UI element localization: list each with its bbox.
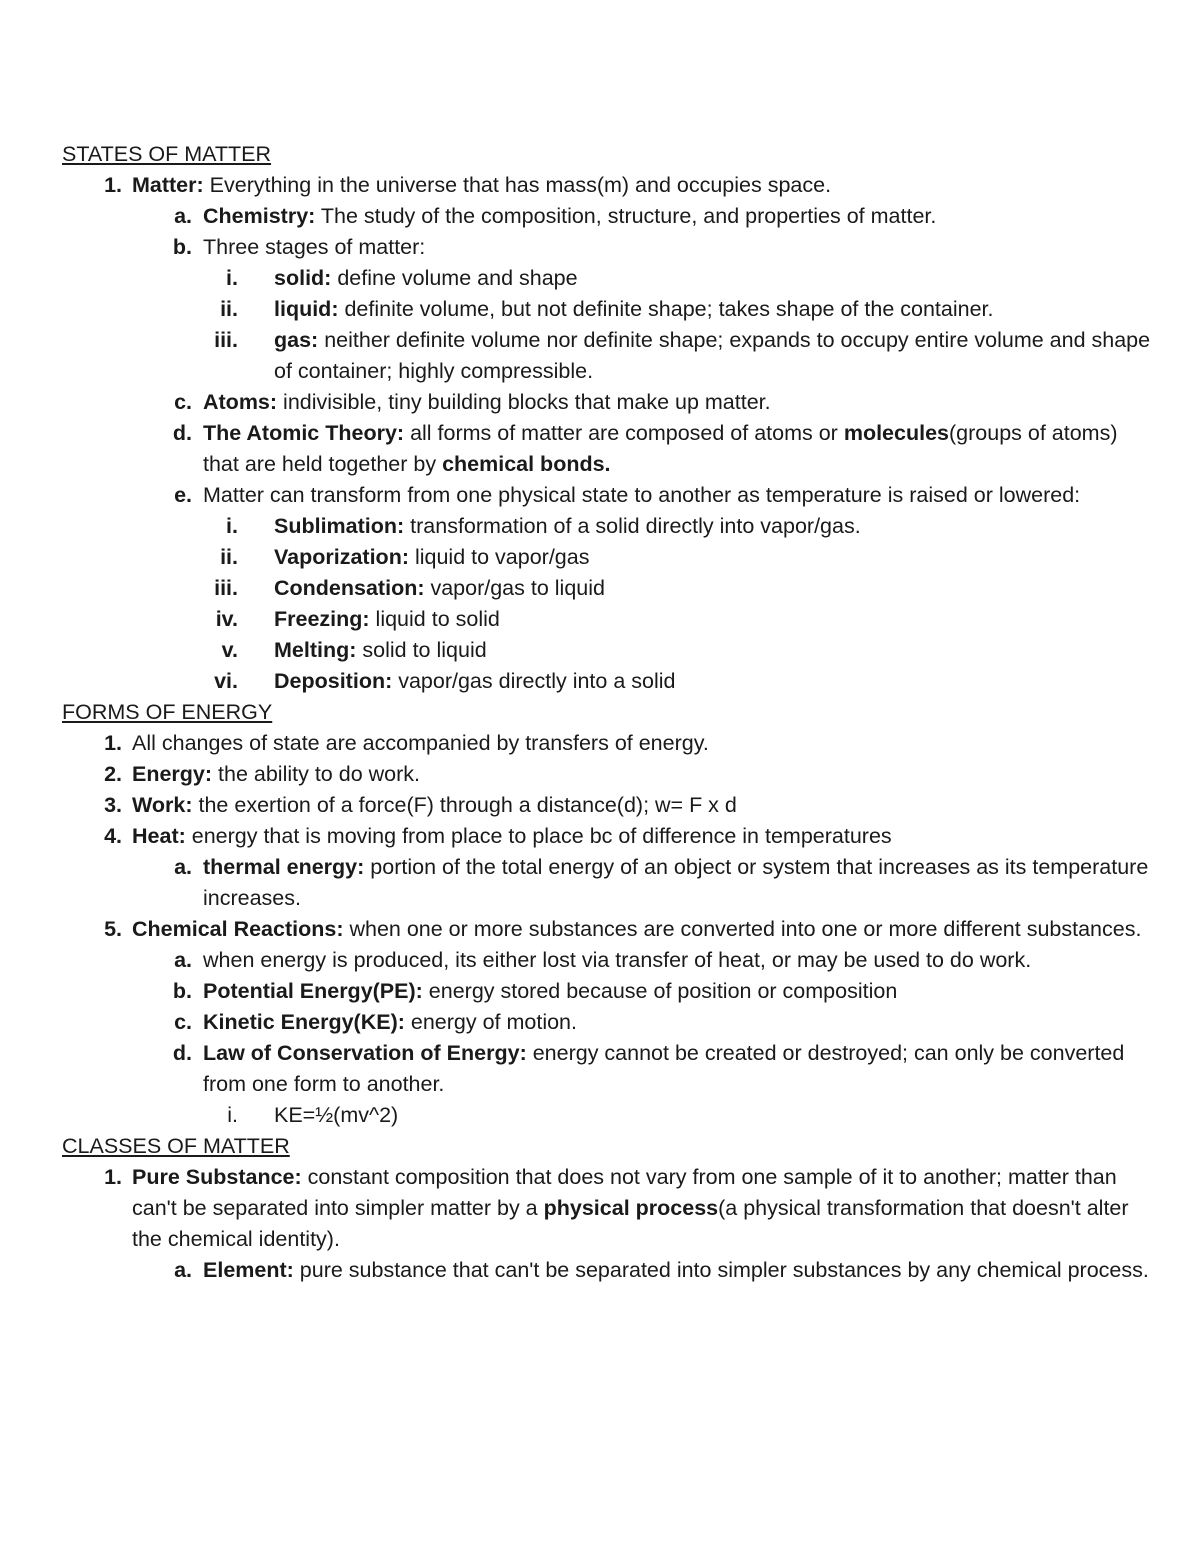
list-item — [62, 1038, 1152, 1100]
list-item — [62, 728, 1152, 759]
list-item — [62, 914, 1152, 945]
definition: definite volume, but not definite shape; takes shape of the container. — [338, 297, 994, 321]
list-item — [62, 325, 1152, 387]
definition: energy that is moving from place to place bc of difference in temperatures — [185, 824, 892, 848]
definition: The study of the composition, structure, and properties of matter. — [315, 204, 937, 228]
term: Chemistry: — [203, 204, 316, 228]
term: Heat: — [132, 824, 186, 848]
term: Melting: — [274, 638, 357, 662]
list-item — [62, 294, 1152, 325]
term: Vaporization: — [274, 545, 409, 569]
list-marker: d. — [172, 1041, 192, 1065]
list-marker: iv. — [215, 607, 238, 631]
list-marker: e. — [174, 483, 192, 507]
list-marker: 4. — [104, 824, 122, 848]
definition: energy cannot be created or destroyed; can only be converted from one form to another. — [203, 1041, 1125, 1096]
list-item — [62, 418, 1152, 480]
term: liquid: — [274, 297, 339, 321]
list-item — [62, 1255, 1152, 1286]
heading-forms-of-energy: FORMS OF ENERGY — [62, 700, 273, 724]
definition: the exertion of a force(F) through a distance(d); w= F x d — [192, 793, 737, 817]
list-marker: i. — [226, 514, 238, 538]
list-marker: a. — [174, 204, 192, 228]
list-marker: d. — [172, 421, 192, 445]
definition: solid to liquid — [356, 638, 487, 662]
term: Condensation: — [274, 576, 425, 600]
list-item — [62, 976, 1152, 1007]
definition: constant composition that does not vary from one sample of it to another; matter than can't be separated into simpler matter by a — [132, 1165, 1117, 1220]
list-marker: a. — [174, 855, 192, 879]
list-marker: c. — [174, 390, 192, 414]
list-item — [62, 263, 1152, 294]
list-marker: i. — [226, 266, 238, 290]
list-marker: 1. — [104, 731, 122, 755]
list-marker: b. — [172, 235, 192, 259]
list-marker: ii. — [220, 297, 238, 321]
definition: pure substance that can't be separated into simpler substances by any chemical process. — [293, 1258, 1149, 1282]
heading-states-of-matter: STATES OF MATTER — [62, 142, 272, 166]
definition: (groups of atoms) that are held together by — [203, 421, 1118, 476]
list-marker: a. — [174, 1258, 192, 1282]
list-marker: 5. — [104, 917, 122, 941]
term: gas: — [274, 328, 319, 352]
term: Matter: — [132, 173, 204, 197]
list-item — [62, 542, 1152, 573]
list-marker: a. — [174, 948, 192, 972]
definition: when one or more substances are converted into one or more different substances. — [343, 917, 1142, 941]
definition: liquid to solid — [369, 607, 500, 631]
list-item — [62, 790, 1152, 821]
list-marker: 1. — [104, 173, 122, 197]
definition: define volume and shape — [331, 266, 578, 290]
list-item — [62, 759, 1152, 790]
term: Potential Energy(PE): — [203, 979, 423, 1003]
term: molecules — [843, 421, 949, 445]
definition: energy stored because of position or composition — [422, 979, 898, 1003]
list-item — [62, 170, 1152, 201]
list-item — [62, 201, 1152, 232]
list-item — [62, 573, 1152, 604]
definition: (a physical transformation that doesn't alter the chemical identity). — [132, 1196, 1129, 1251]
definition: Everything in the universe that has mass(m) and occupies space. — [203, 173, 832, 197]
definition: All changes of state are accompanied by transfers of energy. — [132, 731, 709, 755]
list-marker: 1. — [104, 1165, 122, 1189]
definition: portion of the total energy of an object or system that increases as its temperature increases. — [203, 855, 1149, 910]
list-item — [62, 821, 1152, 852]
term: Kinetic Energy(KE): — [203, 1010, 405, 1034]
term: Freezing: — [274, 607, 370, 631]
list-marker: iii. — [214, 328, 238, 352]
definition: neither definite volume nor definite shape; expands to occupy entire volume and shape of container; highly compressible. — [274, 328, 1151, 383]
list-marker: v. — [221, 638, 238, 662]
term: Chemical Reactions: — [132, 917, 344, 941]
list-item — [62, 1007, 1152, 1038]
list-item — [62, 666, 1152, 697]
definition: when energy is produced, its either lost via transfer of heat, or may be used to do work. — [203, 948, 1032, 972]
definition: vapor/gas directly into a solid — [392, 669, 676, 693]
definition: Three stages of matter: — [203, 235, 426, 259]
definition: indivisible, tiny building blocks that make up matter. — [277, 390, 771, 414]
term: The Atomic Theory: — [203, 421, 405, 445]
list-marker: ii. — [220, 545, 238, 569]
list-item — [62, 232, 1152, 263]
list-item — [62, 387, 1152, 418]
list-item — [62, 945, 1152, 976]
list-marker: 2. — [104, 762, 122, 786]
term: Sublimation: — [274, 514, 405, 538]
list-item — [62, 511, 1152, 542]
term: Deposition: — [274, 669, 393, 693]
term: Work: — [132, 793, 193, 817]
term: Energy: — [132, 762, 213, 786]
term: Element: — [203, 1258, 294, 1282]
list-marker: i. — [227, 1103, 238, 1127]
heading-classes-of-matter: CLASSES OF MATTER — [62, 1134, 290, 1158]
definition: Matter can transform from one physical state to another as temperature is raised or lowered: — [203, 483, 1081, 507]
document-page — [62, 139, 1152, 1286]
definition: liquid to vapor/gas — [408, 545, 590, 569]
list-marker: vi. — [214, 669, 238, 693]
definition: the ability to do work. — [212, 762, 420, 786]
list-item — [62, 1162, 1152, 1255]
term: Atoms: — [203, 390, 278, 414]
list-item — [62, 480, 1152, 511]
formula: KE=½(mv^2) — [274, 1103, 399, 1127]
list-item — [62, 852, 1152, 914]
term: Pure Substance: — [132, 1165, 302, 1189]
list-marker: iii. — [214, 576, 238, 600]
term: chemical bonds. — [442, 452, 611, 476]
list-marker: 3. — [104, 793, 122, 817]
list-marker: c. — [174, 1010, 192, 1034]
term: solid: — [274, 266, 332, 290]
definition: vapor/gas to liquid — [424, 576, 605, 600]
list-item — [62, 1100, 1152, 1131]
list-marker: b. — [172, 979, 192, 1003]
definition: all forms of matter are composed of atoms or — [404, 421, 844, 445]
list-item — [62, 604, 1152, 635]
definition: transformation of a solid directly into vapor/gas. — [404, 514, 861, 538]
list-item — [62, 635, 1152, 666]
term: thermal energy: — [203, 855, 365, 879]
definition: energy of motion. — [404, 1010, 577, 1034]
term: physical process — [543, 1196, 719, 1220]
term: Law of Conservation of Energy: — [203, 1041, 527, 1065]
